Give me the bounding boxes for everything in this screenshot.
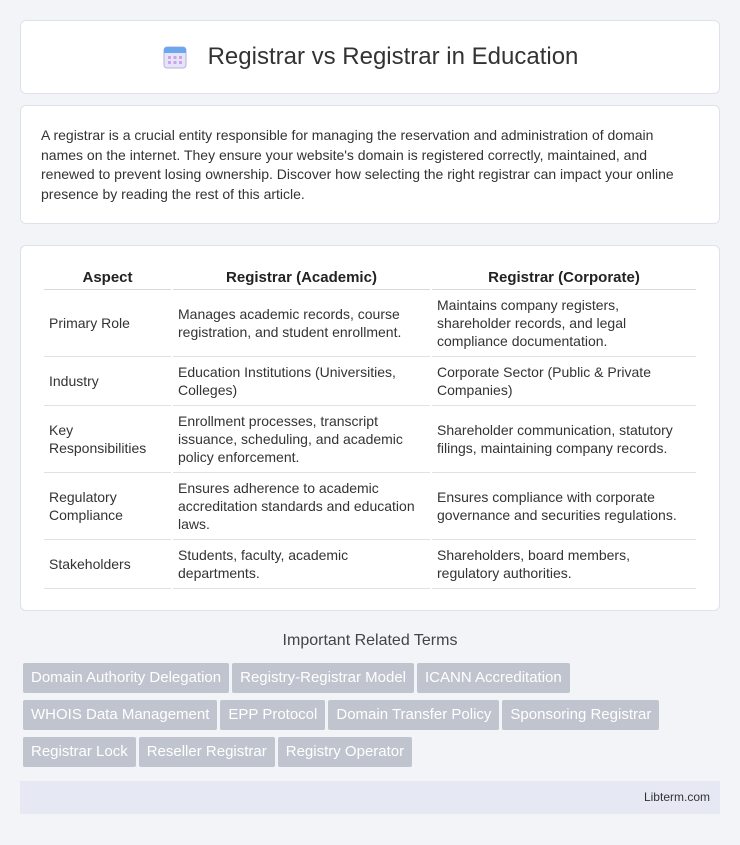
related-term-tag[interactable]: Registry Operator xyxy=(278,737,412,767)
related-term-tag[interactable]: EPP Protocol xyxy=(220,700,325,730)
related-terms-list xyxy=(23,663,723,774)
table-row xyxy=(44,290,696,357)
table-cell: Ensures adherence to academic accreditation standards and education laws. xyxy=(173,473,430,540)
related-term-tag[interactable]: ICANN Accreditation xyxy=(417,663,570,693)
related-term-tag[interactable]: Sponsoring Registrar xyxy=(502,700,659,730)
related-term-tag[interactable]: WHOIS Data Management xyxy=(23,700,217,730)
footer xyxy=(20,781,720,814)
table-row xyxy=(44,540,696,589)
comparison-table xyxy=(42,266,698,589)
table-cell: Shareholders, board members, regulatory authorities. xyxy=(432,540,696,589)
table-cell: Manages academic records, course registration, and student enrollment. xyxy=(173,290,430,357)
table-cell: Stakeholders xyxy=(44,540,171,589)
column-header: Registrar (Corporate) xyxy=(432,266,696,290)
table-cell: Maintains company registers, shareholder records, and legal compliance documentation. xyxy=(432,290,696,357)
comparison-card xyxy=(20,245,720,611)
column-header: Registrar (Academic) xyxy=(173,266,430,290)
table-cell: Primary Role xyxy=(44,290,171,357)
table-cell: Shareholder communication, statutory filings, maintaining company records. xyxy=(432,406,696,473)
table-cell: Corporate Sector (Public & Private Companies) xyxy=(432,357,696,406)
related-term-tag[interactable]: Domain Authority Delegation xyxy=(23,663,229,693)
table-row xyxy=(44,406,696,473)
table-cell: Regulatory Compliance xyxy=(44,473,171,540)
intro-card xyxy=(20,105,720,224)
intro-text: A registrar is a crucial entity responsible for managing the reservation and administration of domain names on the internet. They ensure your website's domain is registered correctly, maintained, and renewed to prevent losing ownership. Discover how selecting the right registrar can impact your online presence by reading the rest of this article. xyxy=(41,127,674,202)
table-header-row xyxy=(44,266,696,290)
table-cell: Industry xyxy=(44,357,171,406)
related-terms-title: Important Related Terms xyxy=(282,632,458,649)
related-term-tag[interactable]: Registry-Registrar Model xyxy=(232,663,414,693)
related-term-tag[interactable]: Registrar Lock xyxy=(23,737,136,767)
related-term-tag[interactable]: Reseller Registrar xyxy=(139,737,275,767)
column-header: Aspect xyxy=(44,266,171,290)
header-card xyxy=(20,20,720,94)
table-row xyxy=(44,357,696,406)
related-term-tag[interactable]: Domain Transfer Policy xyxy=(328,700,499,730)
table-cell: Ensures compliance with corporate governance and securities regulations. xyxy=(432,473,696,540)
table-row xyxy=(44,473,696,540)
table-cell: Enrollment processes, transcript issuance, scheduling, and academic policy enforcement. xyxy=(173,406,430,473)
table-cell: Students, faculty, academic departments. xyxy=(173,540,430,589)
footer-site-link[interactable]: Libterm.com xyxy=(643,790,710,804)
table-cell: Key Responsibilities xyxy=(44,406,171,473)
calendar-icon xyxy=(162,44,188,70)
table-cell: Education Institutions (Universities, Colleges) xyxy=(173,357,430,406)
page-title: Registrar vs Registrar in Education xyxy=(207,43,579,70)
